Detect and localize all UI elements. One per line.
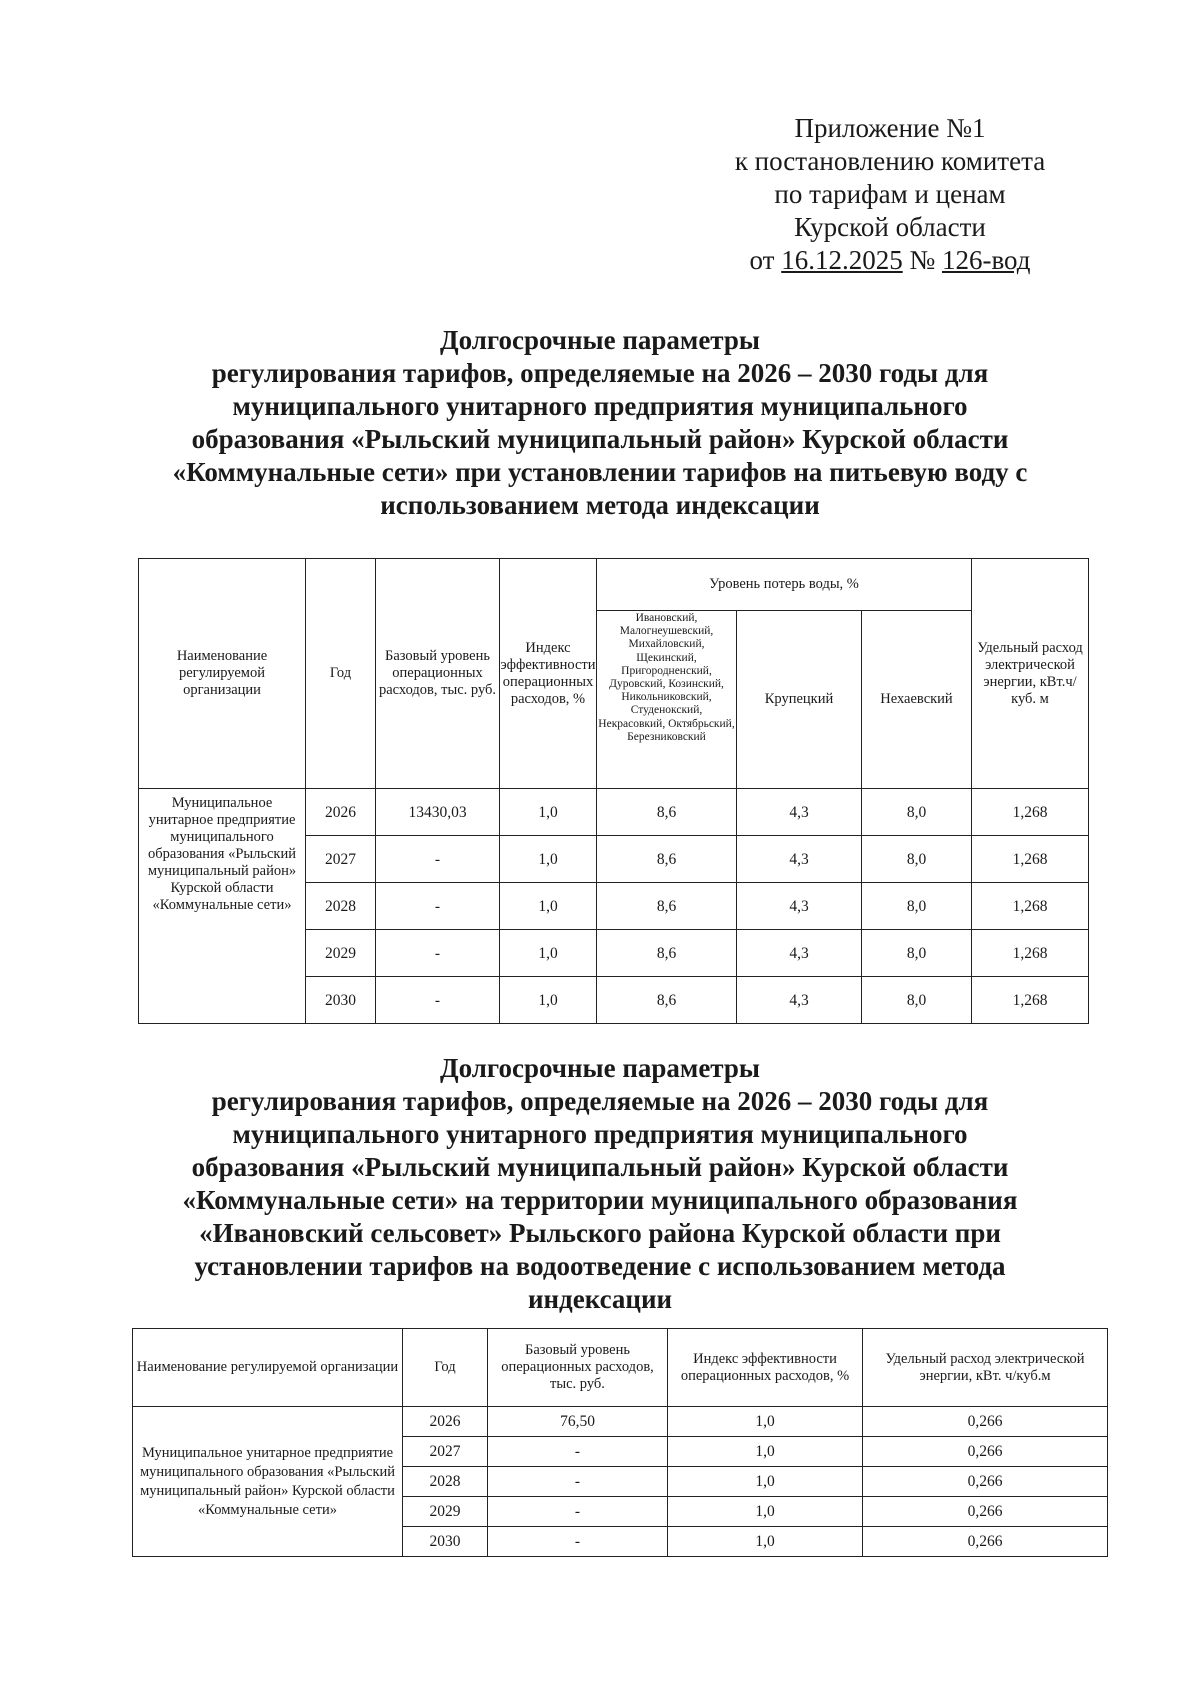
org-name-cell: Муниципальное унитарное предприятие муниципального образования «Рыльский муниципальный район» Курской области «Коммунальные сети»: [133, 1407, 403, 1557]
row-energy: 1,268: [972, 883, 1089, 930]
row-base: -: [376, 836, 500, 883]
header-energy-consumption: Удельный расход электрической энергии, кВт.ч/куб. м: [972, 559, 1089, 789]
section1-title: Долгосрочные параметры регулирования тарифов, определяемые на 2026 – 2030 годы для муниципального унитарного предприятия муниципального образования «Рыльский муниципальный район» Курской области «Коммунальные сети» при установлении тарифов на питьевую воду с использованием метода индексации: [172, 325, 1028, 520]
header-loss-krupetsky: Крупецкий: [737, 611, 862, 789]
row-base: -: [376, 883, 500, 930]
row-base: -: [488, 1437, 668, 1467]
row-base: 13430,03: [376, 789, 500, 836]
row-year: 2027: [306, 836, 376, 883]
resolution-date: 16.12.2025: [781, 245, 903, 275]
row-index: 1,0: [500, 883, 597, 930]
row-energy: 1,268: [972, 977, 1089, 1024]
appendix-line-3: по тарифам и ценам: [774, 179, 1006, 209]
row-index: 1,0: [668, 1407, 863, 1437]
header-loss-area-group: Ивановский, Малогнеушевский, Михайловский, Щекинский, Пригородненский, Дуровский, Козинский, Никольниковский, Студенокский, Некрасовкий, Октябрьский, Березниковский: [597, 611, 737, 789]
row-loss3: 8,0: [862, 977, 972, 1024]
header-year: Год: [306, 559, 376, 789]
header-base-expenses: Базовый уровень операционных расходов, тыс. руб.: [488, 1329, 668, 1407]
header-org: Наименование регулируемой организации: [139, 559, 306, 789]
header-base-expenses: Базовый уровень операционных расходов, тыс. руб.: [376, 559, 500, 789]
row-base: -: [488, 1497, 668, 1527]
table-row: [139, 789, 1089, 836]
row-index: 1,0: [668, 1497, 863, 1527]
appendix-line-1: Приложение №1: [794, 113, 986, 143]
row-year: 2029: [306, 930, 376, 977]
row-year: 2028: [306, 883, 376, 930]
row-base: -: [376, 930, 500, 977]
row-year: 2026: [403, 1407, 488, 1437]
row-index: 1,0: [500, 789, 597, 836]
appendix-date-line: от 16.12.2025 № 126-вод: [749, 245, 1031, 275]
row-base: -: [376, 977, 500, 1024]
row-energy: 1,268: [972, 836, 1089, 883]
header-efficiency-index: Индекс эффективности операционных расходов, %: [500, 559, 597, 789]
row-loss2: 4,3: [737, 930, 862, 977]
row-loss1: 8,6: [597, 883, 737, 930]
row-loss2: 4,3: [737, 836, 862, 883]
row-year: 2030: [306, 977, 376, 1024]
row-loss3: 8,0: [862, 789, 972, 836]
section2-title: Долгосрочные параметры регулирования тарифов, определяемые на 2026 – 2030 годы для муниципального унитарного предприятия муниципального образования «Рыльский муниципальный район» Курской области «Коммунальные сети» на территории муниципального образования «Ивановский сельсовет» Рыльского района Курской области при установлении тарифов на водоотведение с использованием метода индексации: [182, 1053, 1018, 1314]
row-index: 1,0: [668, 1527, 863, 1557]
row-index: 1,0: [668, 1467, 863, 1497]
row-energy: 0,266: [863, 1407, 1108, 1437]
row-loss3: 8,0: [862, 930, 972, 977]
header-efficiency-index: Индекс эффективности операционных расходов, %: [668, 1329, 863, 1407]
header-org: Наименование регулируемой организации: [133, 1329, 403, 1407]
appendix-line-4: Курской области: [794, 212, 986, 242]
row-loss1: 8,6: [597, 789, 737, 836]
org-name-cell: Муниципальное унитарное предприятие муниципального образования «Рыльский муниципальный район» Курской области «Коммунальные сети»: [139, 789, 306, 1024]
appendix-header: [700, 112, 1080, 277]
row-energy: 0,266: [863, 1437, 1108, 1467]
row-loss1: 8,6: [597, 836, 737, 883]
row-loss2: 4,3: [737, 789, 862, 836]
row-index: 1,0: [500, 930, 597, 977]
header-loss-nekhaevsky: Нехаевский: [862, 611, 972, 789]
row-year: 2028: [403, 1467, 488, 1497]
row-index: 1,0: [500, 977, 597, 1024]
row-year: 2030: [403, 1527, 488, 1557]
row-year: 2029: [403, 1497, 488, 1527]
row-energy: 0,266: [863, 1497, 1108, 1527]
appendix-line-2: к постановлению комитета: [734, 146, 1046, 176]
resolution-number: 126-вод: [941, 245, 1031, 275]
header-water-loss-level: Уровень потерь воды, %: [597, 559, 972, 611]
header-year: Год: [403, 1329, 488, 1407]
row-energy: 0,266: [863, 1467, 1108, 1497]
row-index: 1,0: [668, 1437, 863, 1467]
row-loss3: 8,0: [862, 836, 972, 883]
row-loss3: 8,0: [862, 883, 972, 930]
row-year: 2027: [403, 1437, 488, 1467]
row-loss2: 4,3: [737, 883, 862, 930]
header-energy-consumption: Удельный расход электрической энергии, кВт. ч/куб.м: [863, 1329, 1108, 1407]
row-loss1: 8,6: [597, 930, 737, 977]
row-base: -: [488, 1527, 668, 1557]
table-row: [133, 1407, 1108, 1437]
row-index: 1,0: [500, 836, 597, 883]
wastewater-parameters-table: [132, 1328, 1108, 1557]
row-loss2: 4,3: [737, 977, 862, 1024]
row-base: -: [488, 1467, 668, 1497]
row-loss1: 8,6: [597, 977, 737, 1024]
row-year: 2026: [306, 789, 376, 836]
row-base: 76,50: [488, 1407, 668, 1437]
water-supply-parameters-table: [138, 558, 1089, 1024]
row-energy: 0,266: [863, 1527, 1108, 1557]
row-energy: 1,268: [972, 930, 1089, 977]
row-energy: 1,268: [972, 789, 1089, 836]
